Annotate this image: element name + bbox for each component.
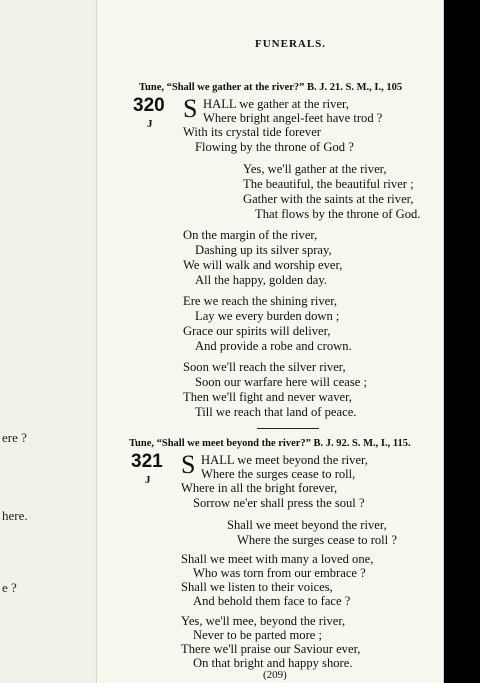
verse-line: Then we'll fight and never waver,	[183, 390, 352, 404]
tune-line: Tune, “Shall we meet beyond the river?” B. J. 92. S. M., I., 115.	[129, 438, 411, 449]
left-page-fragment: ere ?	[2, 430, 27, 445]
key-mark: J	[147, 118, 153, 130]
verse-line: Where the surges cease to roll,	[201, 467, 356, 481]
verse-line: Grace our spirits will deliver,	[183, 324, 331, 338]
chorus-line: Where the surges cease to roll ?	[237, 533, 397, 547]
verse-line: Dashing up its silver spray,	[195, 243, 332, 257]
verse-line: Flowing by the throne of God ?	[195, 140, 354, 154]
left-page-fragment: e ?	[2, 580, 17, 595]
verse-line: HALL we gather at the river,	[203, 97, 349, 111]
verse-line: Sorrow ne'er shall press the soul ?	[193, 496, 365, 510]
verse-line: Shall we meet with many a loved one,	[181, 552, 374, 566]
verse-line: HALL we meet beyond the river,	[201, 453, 368, 467]
hymnal-page	[96, 0, 444, 683]
verse-line: On that bright and happy shore.	[193, 656, 353, 670]
verse-line: Shall we listen to their voices,	[181, 580, 333, 594]
verse-line: Where in all the bright forever,	[181, 481, 338, 495]
verse-line: All the happy, golden day.	[195, 273, 327, 287]
verse-line: Never to be parted more ;	[193, 628, 323, 642]
chorus-line: Yes, we'll gather at the river,	[243, 162, 387, 176]
verse-line: There we'll praise our Saviour ever,	[181, 642, 361, 656]
verse-line: Soon our warfare here will cease ;	[195, 375, 368, 389]
left-page-sliver	[0, 0, 100, 683]
chorus-line: That flows by the throne of God.	[255, 207, 421, 221]
verse-line: We will walk and worship ever,	[183, 258, 343, 272]
chorus-line: Shall we meet beyond the river,	[227, 518, 387, 532]
verse-line: And provide a robe and crown.	[195, 339, 352, 353]
hymn-number: 320	[133, 95, 165, 116]
verse-line: Lay we every burden down ;	[195, 309, 340, 323]
key-mark: J	[145, 474, 151, 486]
verse-line: Who was torn from our embrace ?	[193, 566, 366, 580]
verse-line: Ere we reach the shining river,	[183, 294, 338, 308]
chorus-line: Gather with the saints at the river,	[243, 192, 414, 206]
section-header: FUNERALS.	[255, 38, 327, 50]
verse-line: With its crystal tide forever	[183, 125, 321, 139]
divider-rule	[257, 428, 319, 429]
tune-line: Tune, “Shall we gather at the river?” B. J. 21. S. M., I., 105	[139, 82, 403, 93]
left-page-fragment: here.	[2, 508, 28, 523]
drop-cap: S	[181, 450, 196, 479]
verse-line: Till we reach that land of peace.	[195, 405, 357, 419]
verse-line: Soon we'll reach the silver river,	[183, 360, 346, 374]
page-number: (209)	[263, 669, 287, 681]
verse-line: Where bright angel-feet have trod ?	[203, 111, 383, 125]
hymn-number: 321	[131, 451, 163, 472]
verse-line: And behold them face to face ?	[193, 594, 351, 608]
chorus-line: The beautiful, the beautiful river ;	[243, 177, 414, 191]
verse-line: Yes, we'll mee, beyond the river,	[181, 614, 346, 628]
verse-line: On the margin of the river,	[183, 228, 318, 242]
drop-cap: S	[183, 94, 198, 123]
